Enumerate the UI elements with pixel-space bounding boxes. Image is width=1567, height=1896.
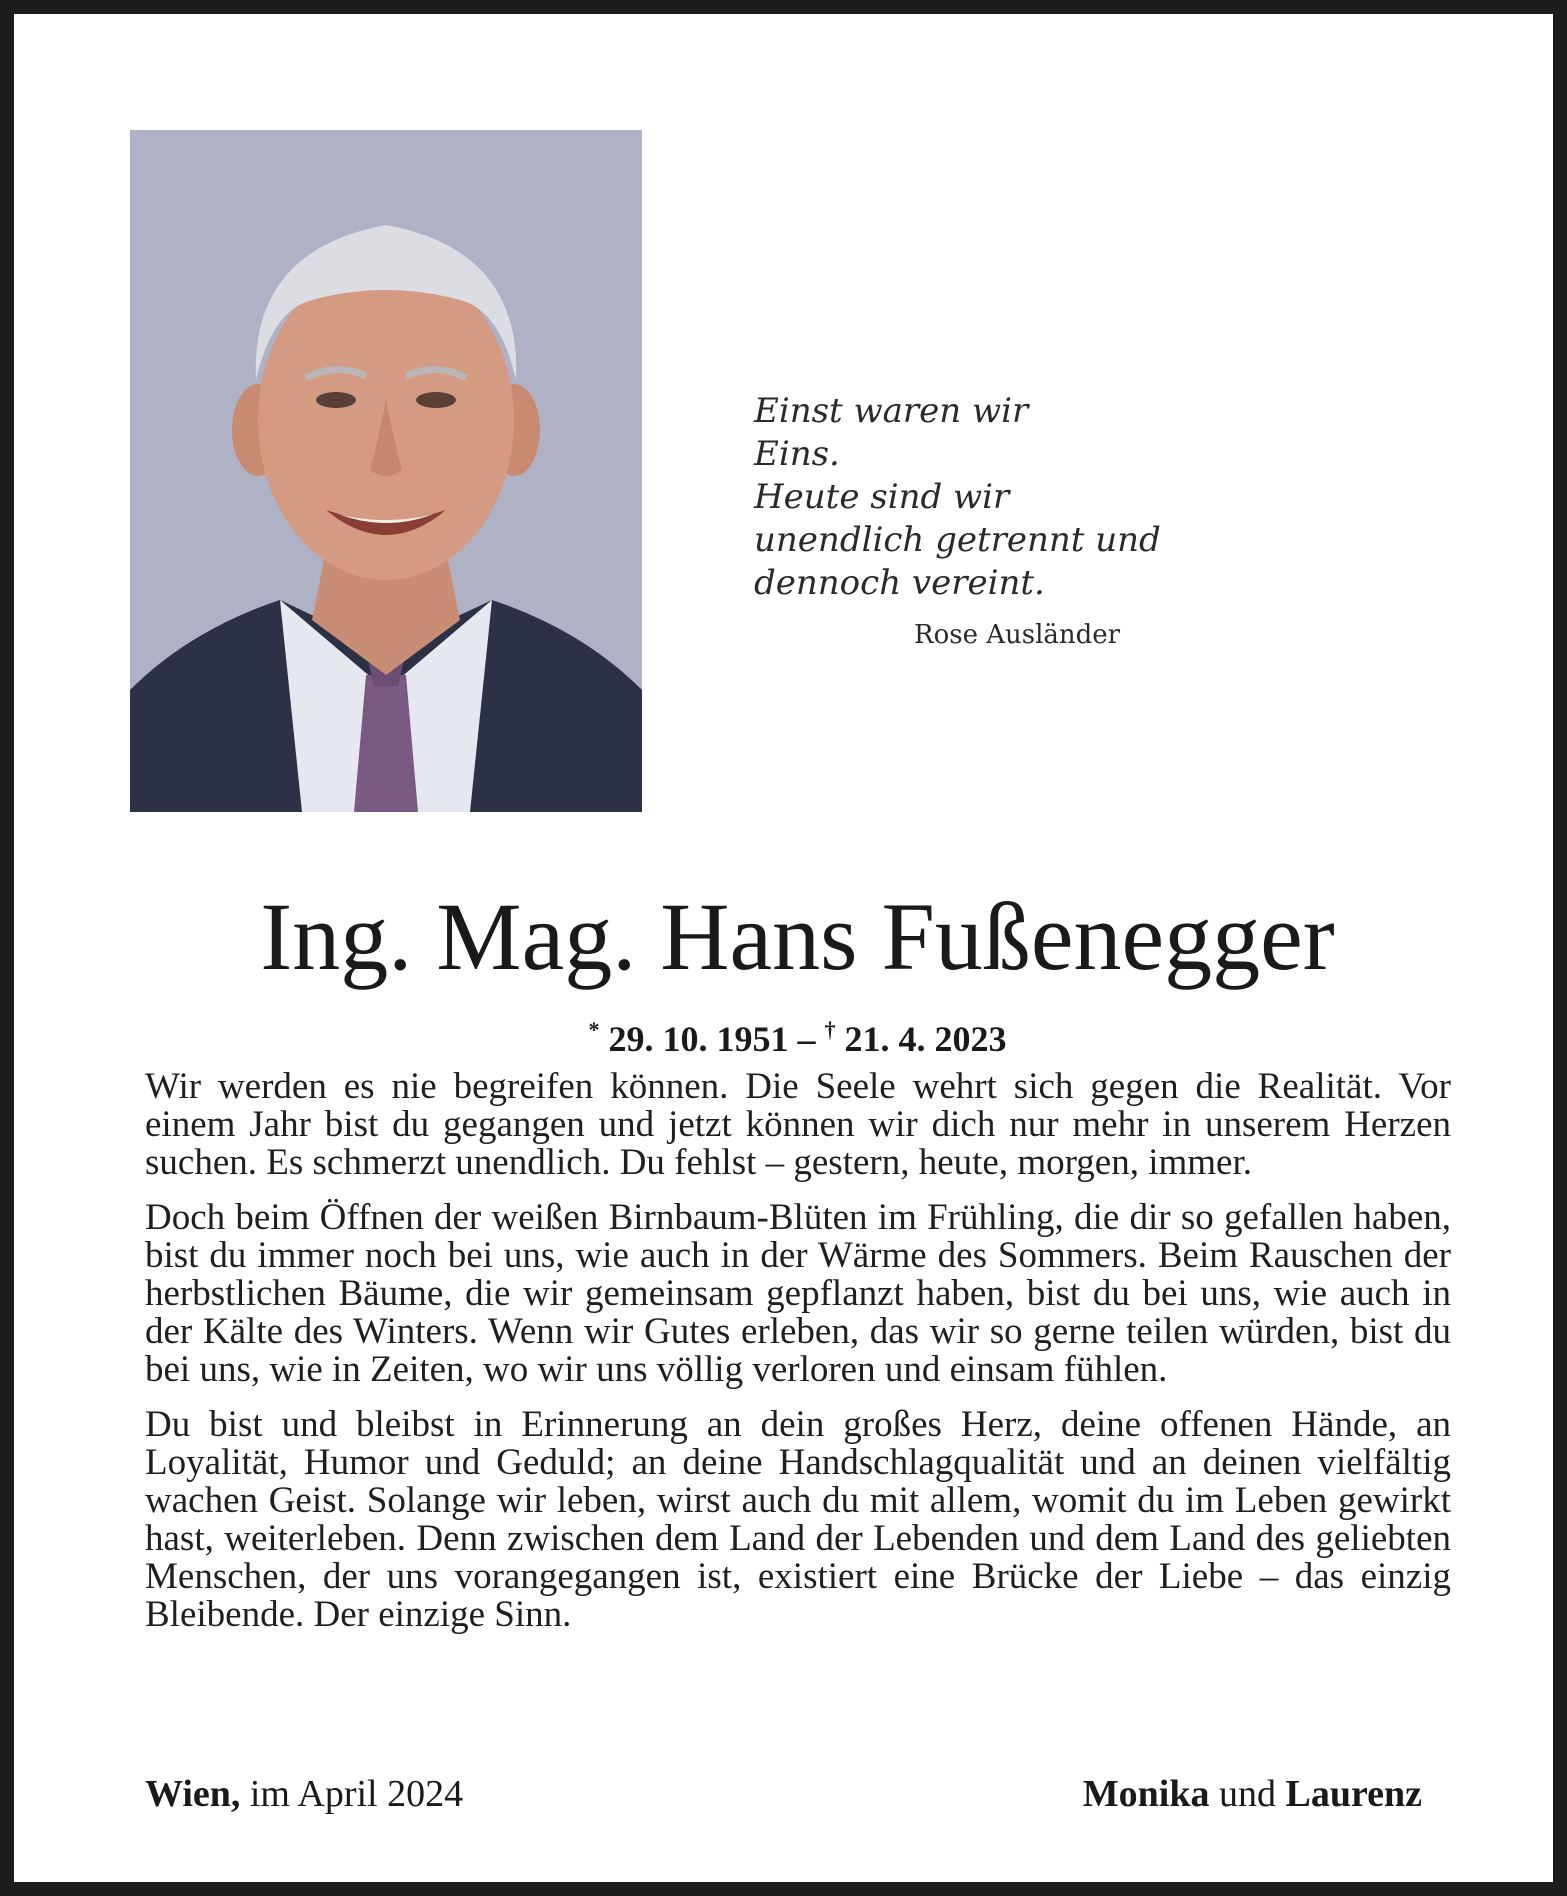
mourner-connector: und (1209, 1773, 1286, 1815)
death-date: 21. 4. 2023 (844, 1019, 1007, 1059)
portrait-photo (130, 130, 642, 812)
poem-quote (754, 390, 1174, 605)
quote-line: Einst waren wir (754, 391, 1029, 431)
birth-symbol: * (588, 1017, 600, 1042)
life-dates (14, 1008, 1567, 1061)
death-symbol: † (824, 1017, 836, 1042)
place: Wien, (145, 1773, 241, 1815)
place-and-date (145, 1771, 463, 1817)
mourner-name: Laurenz (1285, 1773, 1422, 1815)
portrait-photo-icon (130, 130, 642, 812)
paragraph: Doch beim Öffnen der weißen Birnbaum-Blüten im Frühling, die dir so gefallen haben, bist du immer noch bei uns, wie auch in der Wärme des Sommers. Beim Rauschen der herbstlichen Bäume, die wir gemeinsam gepflanzt haben, bist du bei uns, wie auch in der Kälte des Winters. Wenn wir Gutes erleben, das wir so gerne teilen würden, bist du bei uns, wie in Zeiten, wo wir uns völlig verloren und einsam fühlen. (145, 1197, 1451, 1390)
quote-line: Heute sind wir (754, 477, 1010, 517)
quote-line: dennoch vereint. (754, 563, 1045, 603)
date-separator: – (788, 1019, 825, 1059)
paragraph: Wir werden es nie begreifen können. Die Seele wehrt sich gegen die Realität. Vor einem Jahr bist du gegangen und jetzt können wir dich nur mehr in unserem Herzen suchen. Es schmerzt unendlich. Du fehlst – gestern, heute, morgen, immer. (145, 1066, 1451, 1183)
date-text: im April 2024 (240, 1773, 464, 1815)
quote-author: Rose Ausländer (914, 620, 1121, 650)
obituary-text (145, 1068, 1451, 1651)
quote-line: unendlich getrennt und (754, 520, 1161, 560)
deceased-name: Ing. Mag. Hans Fußenegger (260, 883, 1335, 990)
mourner-name: Monika (1082, 1773, 1210, 1815)
quote-line: Eins. (754, 434, 840, 474)
paragraph: Du bist und bleibst in Erinnerung an dein großes Herz, deine offenen Hände, an Loyalität, Humor und Geduld; an deine Handschlagqualität und an deinen vielfältig wachen Geist. Solange wir leben, wirst auch du mit allem, womit du im Leben gewirkt hast, weiterleben. Denn zwischen dem Land der Lebenden und dem Land des geliebten Menschen, der uns vorangegangen ist, existiert eine Brücke der Liebe – das einzig Bleibende. Der einzige Sinn. (145, 1404, 1451, 1635)
mourners (1083, 1771, 1422, 1817)
birth-date: 29. 10. 1951 (608, 1019, 789, 1059)
